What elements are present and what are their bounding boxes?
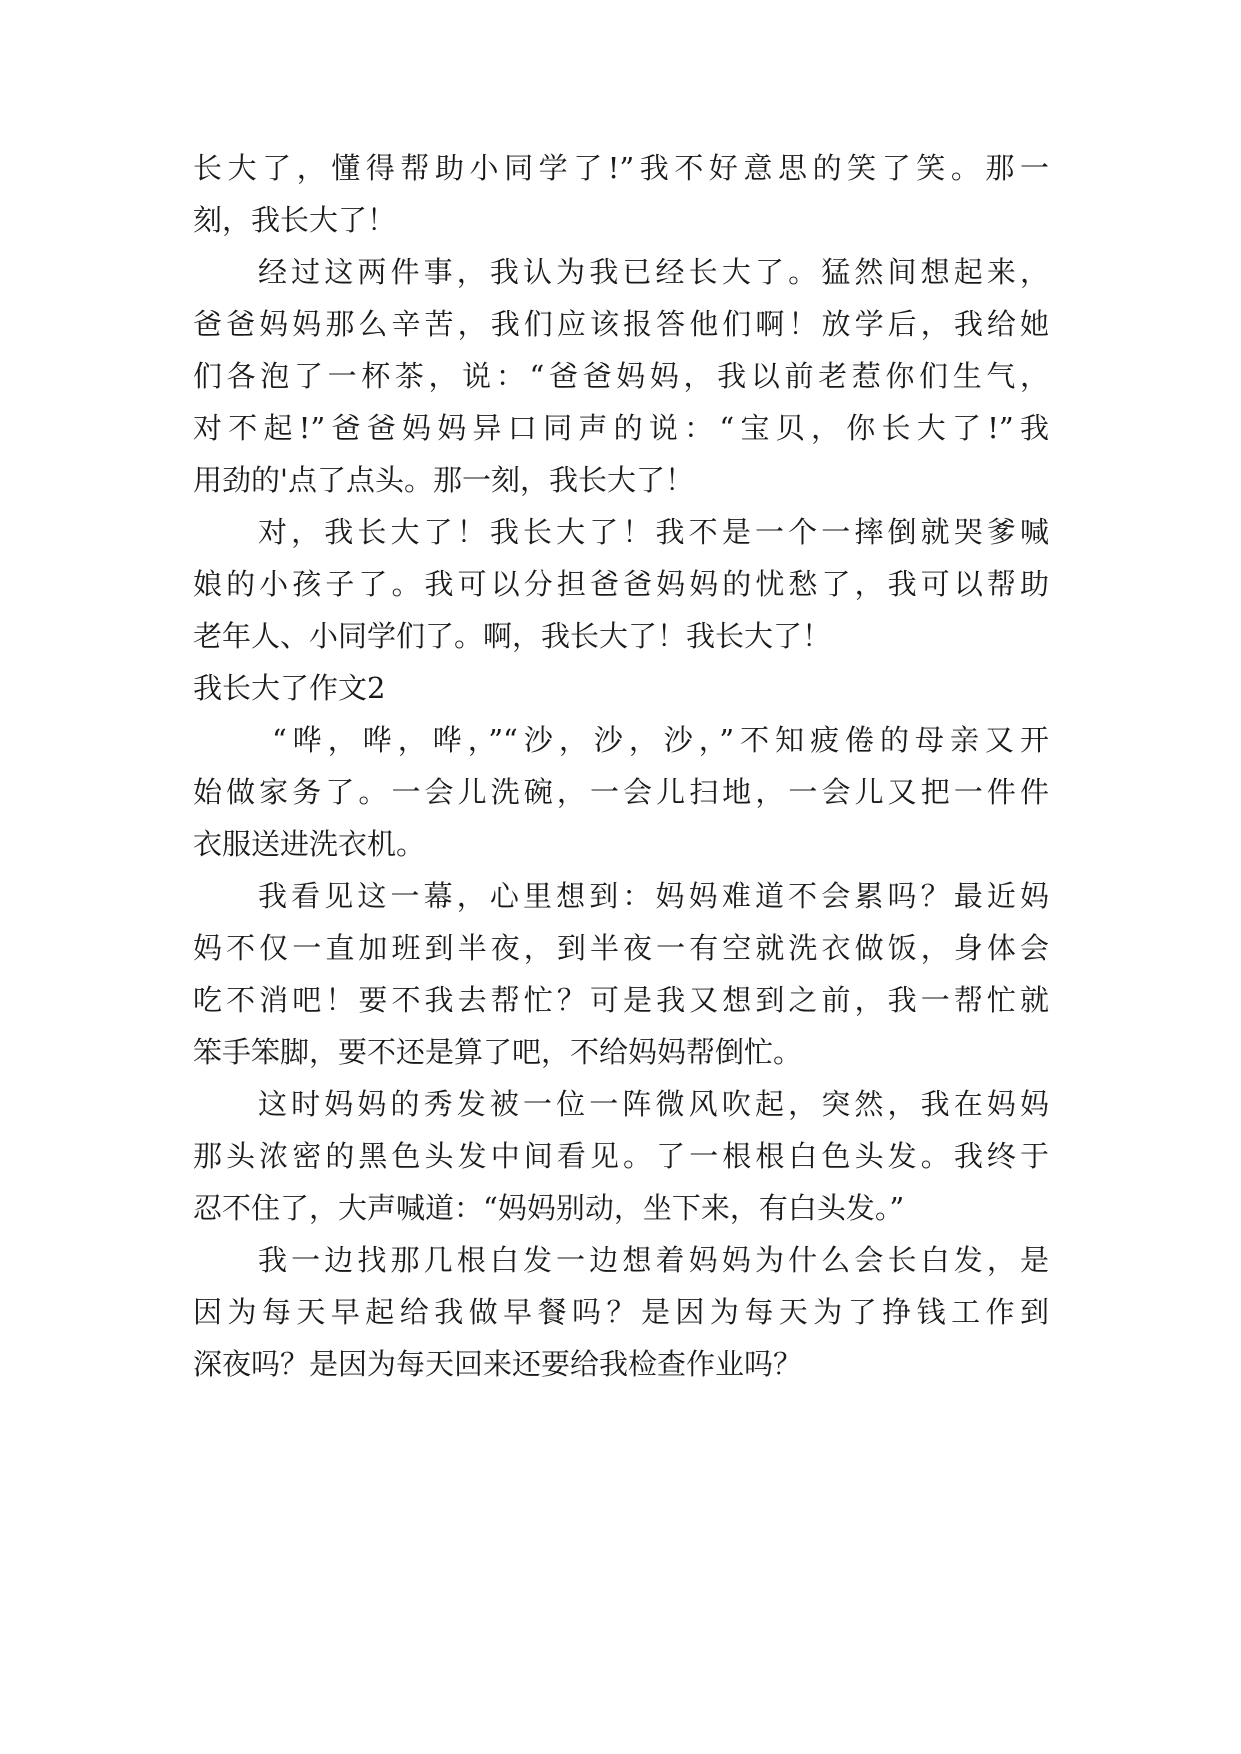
text-line [0, 348, 1241, 404]
text-line-content: 始做家务了。一会儿洗碗，一会儿扫地，一会儿又把一件件 [193, 775, 1049, 809]
paragraph-first-line [0, 712, 1241, 768]
text-line [0, 1128, 1241, 1184]
text-line-content: 衣服送进洗衣机。 [193, 827, 426, 861]
text-line [0, 1284, 1241, 1340]
text-line [0, 1024, 1241, 1080]
paragraph-first-line [0, 504, 1241, 560]
text-line-content: 经过这两件事，我认为我已经长大了。猛然间想起来， [258, 255, 1049, 289]
text-line-content: 爸爸妈妈那么辛苦，我们应该报答他们啊！放学后，我给她 [193, 307, 1049, 341]
text-line [0, 764, 1241, 820]
text-line [0, 452, 1241, 508]
text-line-content: 这时妈妈的秀发被一位一阵微风吹起，突然，我在妈妈 [258, 1087, 1049, 1121]
text-line [0, 556, 1241, 612]
text-line-content: 老年人、小同学们了。啊，我长大了！我长大了！ [193, 619, 832, 653]
text-line-content: 刻，我长大了！ [193, 203, 397, 237]
paragraph-first-line [0, 244, 1241, 300]
text-line-content: 妈不仅一直加班到半夜，到半夜一有空就洗衣做饭，身体会 [193, 931, 1049, 965]
text-line [0, 1336, 1241, 1392]
text-line-content: 忍不住了，大声喊道：“妈妈别动，坐下来，有白头发。” [193, 1191, 905, 1225]
text-line [0, 608, 1241, 664]
text-line-content: 我一边找那几根白发一边想着妈妈为什么会长白发，是 [258, 1243, 1049, 1277]
text-line [0, 296, 1241, 352]
paragraph-first-line [0, 1232, 1241, 1288]
text-line [0, 920, 1241, 976]
text-line-content: 笨手笨脚，要不还是算了吧，不给妈妈帮倒忙。 [193, 1035, 803, 1069]
text-line-content: 们各泡了一杯茶，说：“爸爸妈妈，我以前老惹你们生气， [193, 359, 1049, 393]
text-line [0, 1180, 1241, 1236]
text-line [0, 816, 1241, 872]
text-line [0, 972, 1241, 1028]
text-line-content: 长大了，懂得帮助小同学了!”我不好意思的笑了笑。那一 [193, 151, 1049, 185]
heading-text: 我长大了作文2 [193, 671, 386, 705]
text-line-content: 那头浓密的黑色头发中间看见。了一根根白色头发。我终于 [193, 1139, 1049, 1173]
text-line-content: 深夜吗？是因为每天回来还要给我检查作业吗？ [193, 1347, 803, 1381]
text-line [0, 192, 1241, 248]
text-line-content: 对，我长大了！我长大了！我不是一个一摔倒就哭爹喊 [258, 515, 1049, 549]
text-line-content: 我看见这一幕，心里想到：妈妈难道不会累吗？最近妈 [258, 879, 1049, 913]
paragraph-first-line [0, 1076, 1241, 1132]
section-heading [0, 660, 1241, 716]
text-line [0, 400, 1241, 456]
text-line [0, 140, 1241, 196]
text-line-content: “哗，哗，哗，”“沙，沙，沙，”不知疲倦的母亲又开 [272, 723, 1049, 757]
text-line-content: 吃不消吧！要不我去帮忙？可是我又想到之前，我一帮忙就 [193, 983, 1049, 1017]
text-line-content: 因为每天早起给我做早餐吗？是因为每天为了挣钱工作到 [193, 1295, 1049, 1329]
text-line-content: 对不起!”爸爸妈妈异口同声的说：“宝贝，你长大了!”我 [193, 411, 1049, 445]
paragraph-first-line [0, 868, 1241, 924]
text-line-content: 娘的小孩子了。我可以分担爸爸妈妈的忧愁了，我可以帮助 [193, 567, 1049, 601]
text-line-content: 用劲的'点了点头。那一刻，我长大了！ [193, 463, 694, 497]
